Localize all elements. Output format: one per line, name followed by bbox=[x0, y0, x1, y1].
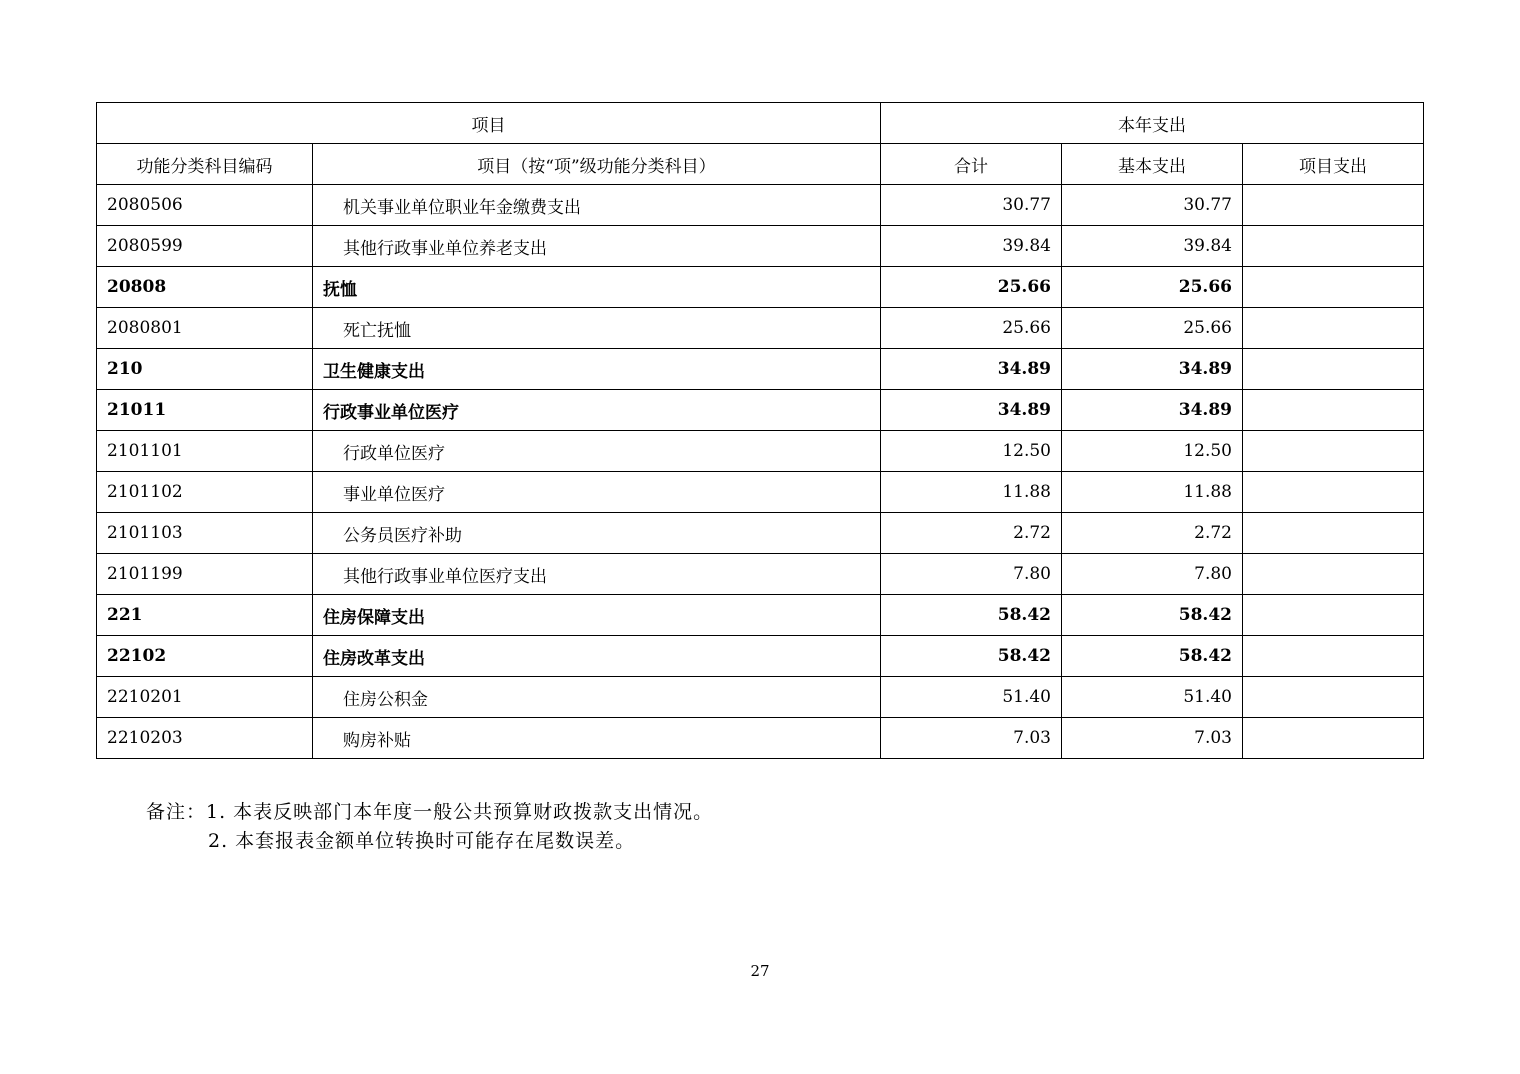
row-total: 25.66 bbox=[881, 308, 1062, 349]
row-project bbox=[1243, 718, 1424, 759]
table-row bbox=[97, 677, 1424, 718]
row-project bbox=[1243, 677, 1424, 718]
row-total: 7.80 bbox=[881, 554, 1062, 595]
row-code: 2080506 bbox=[97, 185, 313, 226]
row-code: 2101102 bbox=[97, 472, 313, 513]
row-code: 210 bbox=[97, 349, 313, 390]
note-line-2: 2. 本套报表金额单位转换时可能存在尾数误差。 bbox=[208, 830, 636, 852]
row-item-name: 行政事业单位医疗 bbox=[313, 390, 881, 431]
row-project bbox=[1243, 308, 1424, 349]
row-item-name: 事业单位医疗 bbox=[313, 472, 881, 513]
row-item-name: 抚恤 bbox=[313, 267, 881, 308]
row-basic: 58.42 bbox=[1062, 636, 1243, 677]
row-basic: 2.72 bbox=[1062, 513, 1243, 554]
row-item-name: 机关事业单位职业年金缴费支出 bbox=[313, 185, 881, 226]
table-row bbox=[97, 554, 1424, 595]
table-body bbox=[97, 185, 1424, 759]
row-item-name: 住房保障支出 bbox=[313, 595, 881, 636]
table-row bbox=[97, 431, 1424, 472]
row-project bbox=[1243, 472, 1424, 513]
row-item-name: 其他行政事业单位医疗支出 bbox=[313, 554, 881, 595]
row-total: 12.50 bbox=[881, 431, 1062, 472]
header-current-year-expenditure: 本年支出 bbox=[881, 103, 1424, 144]
row-basic: 25.66 bbox=[1062, 308, 1243, 349]
row-project bbox=[1243, 349, 1424, 390]
row-total: 58.42 bbox=[881, 636, 1062, 677]
row-code: 2080801 bbox=[97, 308, 313, 349]
note-line-1: 备注：1. 本表反映部门本年度一般公共预算财政拨款支出情况。 bbox=[146, 801, 714, 823]
notes bbox=[146, 798, 713, 856]
row-item-name: 其他行政事业单位养老支出 bbox=[313, 226, 881, 267]
row-item-name: 死亡抚恤 bbox=[313, 308, 881, 349]
table-header-row-1 bbox=[97, 103, 1424, 144]
row-total: 58.42 bbox=[881, 595, 1062, 636]
row-project bbox=[1243, 390, 1424, 431]
table-row bbox=[97, 513, 1424, 554]
row-total: 7.03 bbox=[881, 718, 1062, 759]
expenditure-table bbox=[96, 102, 1424, 759]
header-total: 合计 bbox=[881, 144, 1062, 185]
row-code: 21011 bbox=[97, 390, 313, 431]
row-basic: 34.89 bbox=[1062, 349, 1243, 390]
header-project-expenditure: 项目支出 bbox=[1243, 144, 1424, 185]
row-project bbox=[1243, 431, 1424, 472]
row-basic: 11.88 bbox=[1062, 472, 1243, 513]
row-code: 2101199 bbox=[97, 554, 313, 595]
row-code: 22102 bbox=[97, 636, 313, 677]
table-row bbox=[97, 390, 1424, 431]
header-basic: 基本支出 bbox=[1062, 144, 1243, 185]
table-row bbox=[97, 718, 1424, 759]
table-row bbox=[97, 636, 1424, 677]
row-item-name: 住房改革支出 bbox=[313, 636, 881, 677]
row-item-name: 行政单位医疗 bbox=[313, 431, 881, 472]
table-row bbox=[97, 185, 1424, 226]
row-project bbox=[1243, 267, 1424, 308]
table-row bbox=[97, 267, 1424, 308]
header-code: 功能分类科目编码 bbox=[97, 144, 313, 185]
table-header-row-2 bbox=[97, 144, 1424, 185]
row-item-name: 公务员医疗补助 bbox=[313, 513, 881, 554]
row-basic: 12.50 bbox=[1062, 431, 1243, 472]
row-basic: 25.66 bbox=[1062, 267, 1243, 308]
row-basic: 7.80 bbox=[1062, 554, 1243, 595]
table-row bbox=[97, 349, 1424, 390]
row-code: 20808 bbox=[97, 267, 313, 308]
row-basic: 39.84 bbox=[1062, 226, 1243, 267]
row-code: 2080599 bbox=[97, 226, 313, 267]
row-basic: 51.40 bbox=[1062, 677, 1243, 718]
row-basic: 34.89 bbox=[1062, 390, 1243, 431]
row-project bbox=[1243, 595, 1424, 636]
table-row bbox=[97, 595, 1424, 636]
row-project bbox=[1243, 636, 1424, 677]
row-total: 25.66 bbox=[881, 267, 1062, 308]
row-item-name: 卫生健康支出 bbox=[313, 349, 881, 390]
row-item-name: 住房公积金 bbox=[313, 677, 881, 718]
row-code: 2210203 bbox=[97, 718, 313, 759]
row-item-name: 购房补贴 bbox=[313, 718, 881, 759]
row-project bbox=[1243, 226, 1424, 267]
row-project bbox=[1243, 554, 1424, 595]
table-row bbox=[97, 226, 1424, 267]
row-project bbox=[1243, 185, 1424, 226]
row-total: 30.77 bbox=[881, 185, 1062, 226]
row-total: 34.89 bbox=[881, 390, 1062, 431]
row-code: 2101103 bbox=[97, 513, 313, 554]
row-total: 39.84 bbox=[881, 226, 1062, 267]
header-item: 项目（按“项”级功能分类科目） bbox=[313, 144, 881, 185]
header-project: 项目 bbox=[97, 103, 881, 144]
row-total: 11.88 bbox=[881, 472, 1062, 513]
row-basic: 7.03 bbox=[1062, 718, 1243, 759]
row-total: 51.40 bbox=[881, 677, 1062, 718]
row-basic: 58.42 bbox=[1062, 595, 1243, 636]
row-project bbox=[1243, 513, 1424, 554]
row-code: 221 bbox=[97, 595, 313, 636]
row-code: 2101101 bbox=[97, 431, 313, 472]
row-total: 34.89 bbox=[881, 349, 1062, 390]
row-code: 2210201 bbox=[97, 677, 313, 718]
row-basic: 30.77 bbox=[1062, 185, 1243, 226]
page-number: 27 bbox=[750, 962, 770, 980]
table-row bbox=[97, 308, 1424, 349]
table-row bbox=[97, 472, 1424, 513]
row-total: 2.72 bbox=[881, 513, 1062, 554]
